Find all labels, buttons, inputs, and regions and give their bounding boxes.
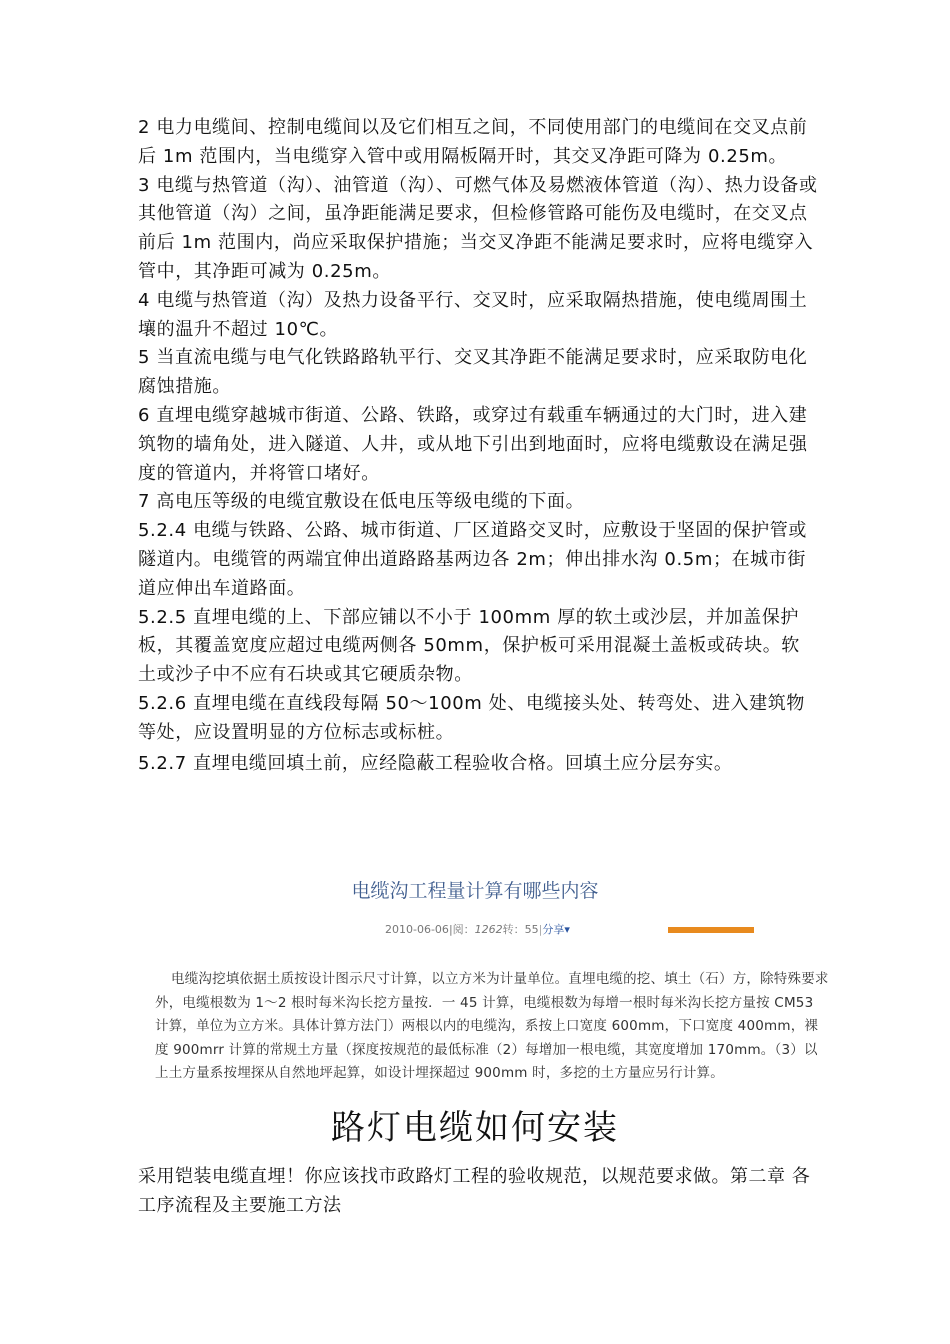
share-link[interactable]: 分享 [542, 923, 565, 936]
clause-6: 6 直埋电缆穿越城市街道、公路、铁路，或穿过有载重车辆通过的大门时，进入建筑物的墙角处，进入隧道、人井，或从地下引出到地面时，应将电缆敷设在满足强度的管道内，并将管口堵好。 [138, 404, 808, 484]
clause-5-2-6: 5.2.6 直埋电缆在直线段每隔 50～100m 处、电缆接头处、转弯处、进入建筑物等处，应设置明显的方位标志或标桩。 [138, 692, 805, 743]
article-paragraph: 电缆沟挖填依据土质按设计图示尺寸计算，以立方米为计量单位。直埋电缆的挖、填土（石）方，除特殊要求外，电缆根数为 1～2 根时每米沟长挖方量按．一 45 计算，电缆根数为每增一根时每米沟长挖方量按 CM53 计算，单位为立方米。具体计算方法门）两根以内的电缆沟，系按上口宽度 600mm，下口宽度 400mm，裸度 900mrr 计算的常规土方量（探度按规范的最低标准（2）每增加一根电缆，其宽度增加 170mm。（3）以上土方量系按埋探从自然地坪起算，如设计埋探超过 900mm 时，多挖的土方量应另行计算。 [155, 971, 829, 1081]
clause-5: 5 当直流电缆与电气化铁路路轨平行、交叉其净距不能满足要求时，应采取防电化腐蚀措施。 [138, 347, 808, 398]
answer-paragraph: 采用铠装电缆直埋！你应该找市政路灯工程的验收规范，以规范要求做。第二章 各工序流程及主要施工方法 [138, 1166, 811, 1216]
clause-2: 2 电力电缆间、控制电缆间以及它们相互之间，不同使用部门的电缆间在交叉点前后 1m 范围内，当电缆穿入管中或用隔板隔开时，其交叉净距可降为 0.25m。 [138, 117, 808, 167]
clause-5-2-7: 5.2.7 直埋电缆回填土前，应经隐蔽工程验收合格。回填土应分层夯实。 [138, 752, 733, 774]
repost-count: 55 [524, 923, 539, 936]
clause-5-2-5: 5.2.5 直埋电缆的上、下部应铺以不小于 100mm 厚的软土或沙层，并加盖保护板，其覆盖宽度应超过电缆两侧各 50mm，保护板可采用混凝土盖板或砖块。软土或沙子中不应有石块或其它硬质杂物。 [138, 606, 800, 686]
repost-label: 转： [502, 923, 525, 936]
clause-7: 7 高电压等级的电缆宜敷设在低电压等级电缆的下面。 [138, 491, 585, 513]
clause-4: 4 电缆与热管道（沟）及热力设备平行、交叉时，应采取隔热措施，使电缆周围土壤的温升不超过 10℃。 [138, 289, 808, 340]
section-heading: 路灯电缆如何安装 [331, 1108, 619, 1148]
article-body [155, 968, 830, 1086]
article-title: 电缆沟工程量计算有哪些内容 [351, 880, 599, 902]
spec-clauses [138, 114, 818, 778]
article-date: 2010-06-06 [385, 923, 449, 936]
answer-text [138, 1162, 828, 1220]
clause-3: 3 电缆与热管道（沟）、油管道（沟）、可燃气体及易燃液体管道（沟）、热力设备或其他管道（沟）之间，虽净距能满足要求，但检修管路可能伤及电缆时，在交叉点前后 1m 范围内，尚应采取保护措施；当交叉净距不能满足要求时，应将电缆穿入管中，其净距可减为 0.25m。 [138, 174, 818, 282]
orange-tag-strip[interactable] [668, 927, 754, 933]
clause-5-2-4: 5.2.4 电缆与铁路、公路、城市街道、厂区道路交叉时，应敷设于坚固的保护管或隧道内。电缆管的两端宜伸出道路路基两边各 2m；伸出排水沟 0.5m；在城市街道应伸出车道路面。 [138, 520, 807, 599]
read-count: 1262 [474, 923, 503, 936]
read-label: |阅： [448, 923, 475, 936]
article-meta: 2010-06-06|阅：1262转：55|分享▾ [385, 923, 570, 936]
chevron-down-icon[interactable]: ▾ [564, 923, 570, 936]
